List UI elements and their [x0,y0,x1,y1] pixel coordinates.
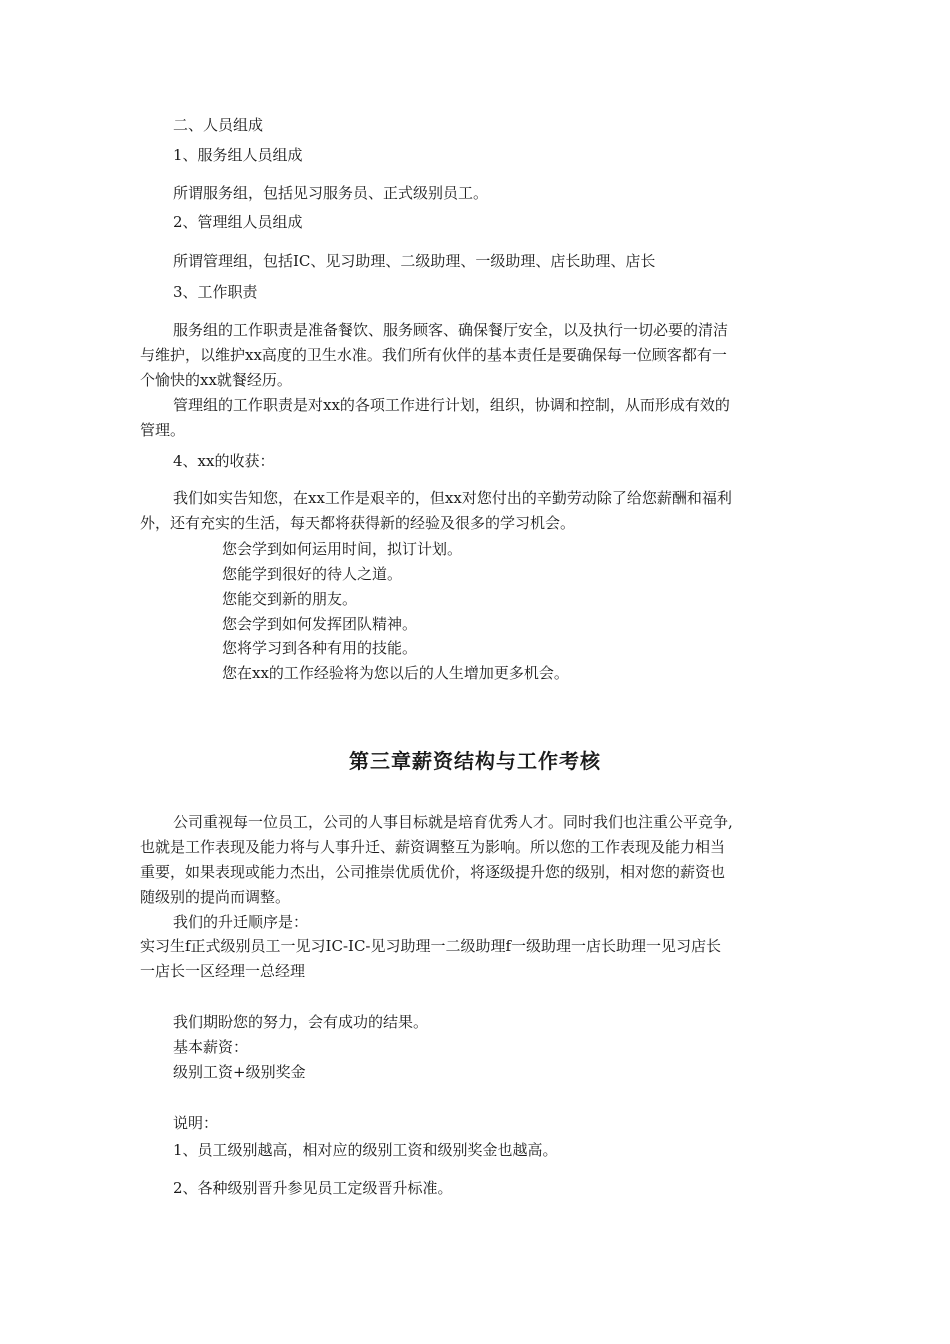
note-item: 2、各种级别晋升参见员工定级晋升标准。 [173,1179,453,1197]
chapter-para-line: 也就是工作表现及能力将与人事升迁、薪资调整互为影响。所以您的工作表现及能力相当 [140,838,726,856]
salary-formula: 级别工资+级别奖金 [173,1063,306,1081]
duty-manage-line: 管理组的工作职责是对xx的各项工作进行计划，组织，协调和控制，从而形成有效的 [173,396,730,414]
duty-manage-line: 管理。 [140,421,186,439]
section-heading: 二、人员组成 [173,116,264,134]
chapter-para-line: 重要，如果表现或能力杰出，公司推崇优质优价，将逐级提升您的级别，相对您的薪资也 [140,863,726,881]
gain-item: 您能交到新的朋友。 [222,590,358,608]
note-label: 说明： [173,1114,219,1132]
gain-item: 您会学到如何发挥团队精神。 [222,615,418,633]
item1-text: 所谓服务组，包括见习服务员、正式级别员工。 [173,184,489,202]
gain-item: 您能学到很好的待人之道。 [222,565,403,583]
gain-item: 您将学习到各种有用的技能。 [222,639,418,657]
salary-label: 基本薪资： [173,1038,249,1056]
chapter-title: 第三章薪资结构与工作考核 [349,749,601,773]
duty-service-line: 服务组的工作职责是准备餐饮、服务顾客、确保餐厅安全，以及执行一切必要的清洁 [173,321,729,339]
gain-item: 您在xx的工作经验将为您以后的人生增加更多机会。 [222,664,569,682]
promotion-label: 我们的升迁顺序是： [173,913,309,931]
promotion-sequence: 一店长一区经理一总经理 [140,962,306,980]
item2-text: 所谓管理组，包括IC、见习助理、二级助理、一级助理、店长助理、店长 [173,252,656,270]
duty-service-line: 与维护，以维护xx高度的卫生水准。我们所有伙伴的基本责任是要确保每一位顾客都有一 [140,346,727,364]
gain-intro-line: 外，还有充实的生活，每天都将获得新的经验及很多的学习机会。 [140,514,576,532]
item3-title: 3、工作职责 [173,283,258,301]
promotion-sequence: 实习生f正式级别员工一见习IC-IC-见习助理一二级助理f一级助理一店长助理一见习店长 [140,937,722,955]
note-item: 1、员工级别越高，相对应的级别工资和级别奖金也越高。 [173,1141,558,1159]
chapter-para-line: 随级别的提尚而调整。 [140,888,291,906]
item2-title: 2、管理组人员组成 [173,213,303,231]
item4-title: 4、xx的收获： [173,452,275,470]
gain-item: 您会学到如何运用时间，拟订计划。 [222,540,463,558]
expectation-text: 我们期盼您的努力，会有成功的结果。 [173,1013,429,1031]
item1-title: 1、服务组人员组成 [173,146,303,164]
gain-intro-line: 我们如实告知您，在xx工作是艰辛的，但xx对您付出的辛勤劳动除了给您薪酬和福利 [173,489,732,507]
chapter-para-line: 公司重视每一位员工，公司的人事目标就是培育优秀人才。同时我们也注重公平竞争, [173,813,733,831]
duty-service-line: 个愉快的xx就餐经历。 [140,371,292,389]
